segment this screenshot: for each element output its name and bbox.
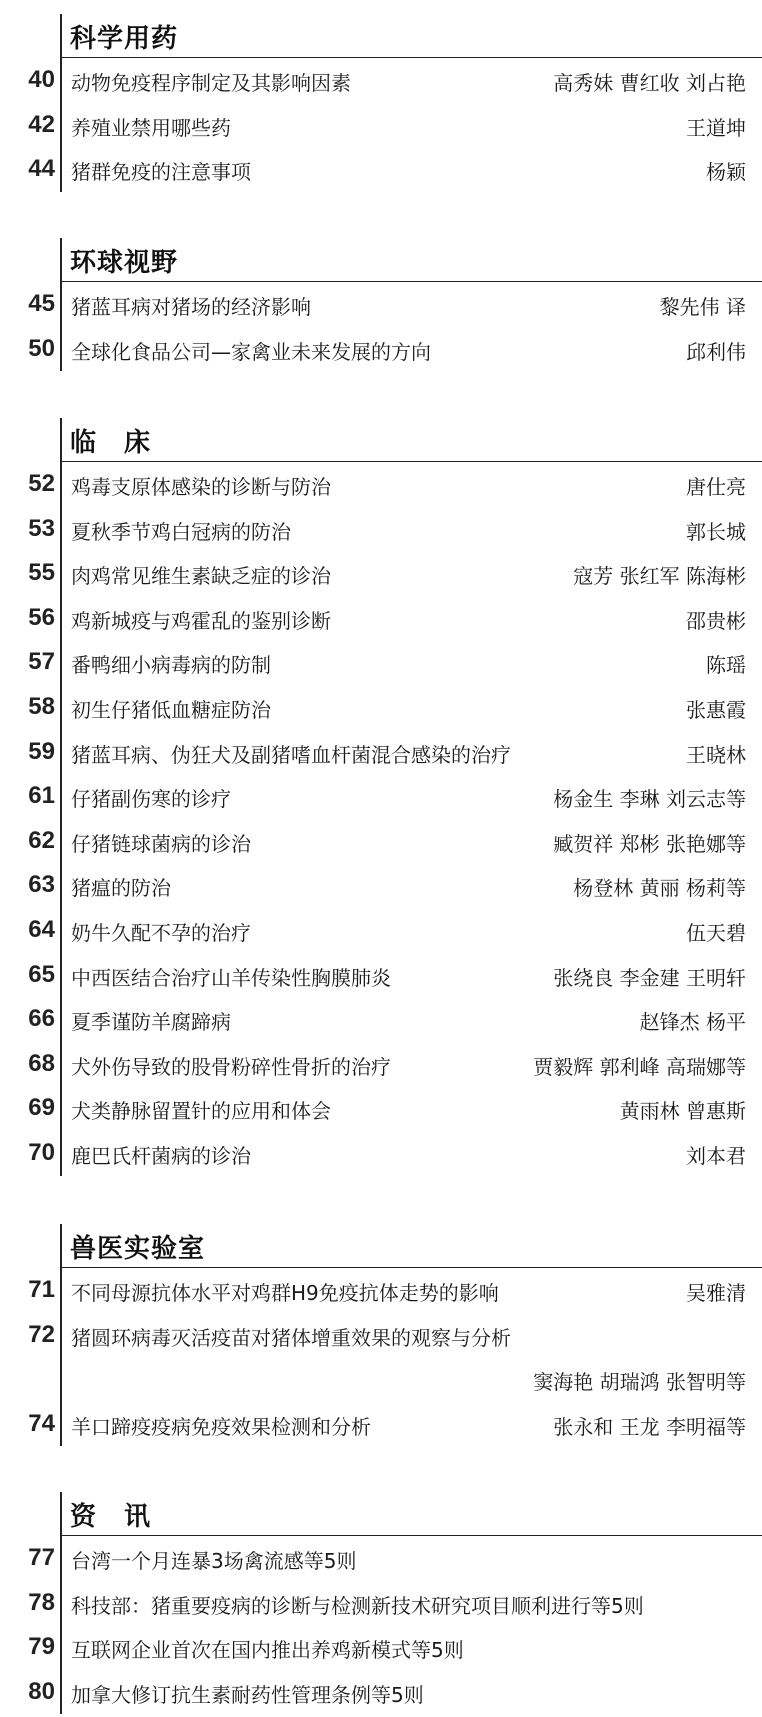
page-number: 68 — [28, 1049, 55, 1077]
entry-divider — [60, 327, 62, 372]
section-kexue-yongyao — [0, 14, 762, 192]
toc-entry[interactable] — [0, 596, 762, 641]
section-header-bar — [60, 238, 62, 282]
article-authors: 杨颖 — [706, 160, 746, 185]
page-number: 45 — [28, 290, 55, 317]
toc-entry[interactable] — [0, 819, 762, 864]
article-title: 养殖业禁用哪些药 — [71, 115, 231, 140]
section-header-bar — [60, 418, 62, 462]
article-title: 夏秋季节鸡白冠病的防治 — [71, 519, 291, 544]
page-number: 59 — [28, 737, 55, 765]
entry-divider — [60, 640, 62, 685]
toc-entry[interactable] — [0, 1402, 762, 1447]
page-number: 53 — [28, 514, 55, 542]
toc-entry[interactable] — [0, 507, 762, 552]
article-title: 猪圆环病毒灭活疫苗对猪体增重效果的观察与分析 — [71, 1325, 511, 1350]
page-number: 55 — [28, 559, 55, 587]
toc-entry[interactable] — [0, 551, 762, 596]
page-number: 70 — [28, 1138, 55, 1166]
entry-divider — [60, 1670, 62, 1715]
article-authors: 唐仕亮 — [686, 475, 746, 499]
toc-entry-continuation[interactable] — [0, 1357, 762, 1402]
article-title: 奶牛久配不孕的治疗 — [71, 920, 251, 945]
section-title: 兽医实验室 — [70, 1234, 206, 1264]
toc-entry[interactable] — [0, 730, 762, 775]
entry-divider — [60, 1086, 62, 1131]
toc-entry[interactable] — [0, 282, 762, 327]
page-number: 61 — [28, 782, 55, 810]
page-number: 62 — [28, 826, 55, 854]
entry-divider — [60, 103, 62, 148]
article-title: 鹿巴氏杆菌病的诊治 — [71, 1143, 251, 1168]
page-number: 71 — [28, 1276, 55, 1303]
entry-divider — [60, 1581, 62, 1626]
toc-entry[interactable] — [0, 685, 762, 730]
article-authors: 吴雅清 — [686, 1281, 746, 1305]
page-number: 44 — [28, 155, 55, 183]
article-title: 动物免疫程序制定及其影响因素 — [71, 71, 351, 95]
toc-entry[interactable] — [0, 462, 762, 507]
entry-divider — [60, 685, 62, 730]
article-title: 肉鸡常见维生素缺乏症的诊治 — [71, 564, 331, 589]
page-number: 65 — [28, 960, 55, 988]
article-authors: 黄雨林 曾惠斯 — [619, 1099, 746, 1124]
article-authors: 贾毅辉 郭利峰 高瑞娜等 — [533, 1054, 746, 1079]
toc-entry[interactable] — [0, 1131, 762, 1176]
article-authors: 窦海艳 胡瑞鸿 张智明等 — [533, 1370, 746, 1395]
article-title: 猪蓝耳病对猪场的经济影响 — [71, 295, 311, 319]
page-number: 52 — [28, 470, 55, 497]
toc-entry[interactable] — [0, 58, 762, 103]
toc-entry[interactable] — [0, 997, 762, 1042]
toc-entry[interactable] — [0, 147, 762, 192]
article-authors: 郭长城 — [686, 519, 746, 544]
entry-divider — [60, 908, 62, 953]
entry-divider — [60, 1536, 62, 1581]
article-title: 仔猪链球菌病的诊治 — [71, 831, 251, 856]
entry-divider — [60, 953, 62, 998]
section-title: 临 床 — [70, 428, 152, 458]
toc-entry[interactable] — [0, 327, 762, 372]
entry-divider — [60, 1042, 62, 1087]
article-title: 台湾一个月连暴3场禽流感等5则 — [71, 1549, 357, 1573]
article-authors: 张绕良 李金建 王明轩 — [553, 965, 746, 990]
page-number: 72 — [28, 1320, 55, 1348]
article-title: 不同母源抗体水平对鸡群H9免疫抗体走势的影响 — [71, 1281, 499, 1305]
page-number: 66 — [28, 1005, 55, 1033]
section-header-bar — [60, 14, 62, 58]
article-authors: 张惠霞 — [686, 697, 746, 722]
article-title: 猪群免疫的注意事项 — [71, 160, 251, 185]
entry-divider — [60, 551, 62, 596]
toc-entry[interactable] — [0, 908, 762, 953]
entry-divider — [60, 997, 62, 1042]
entry-divider — [60, 819, 62, 864]
section-header — [60, 14, 762, 58]
article-authors: 杨金生 李琳 刘云志等 — [553, 787, 746, 812]
entry-divider — [60, 730, 62, 775]
article-authors: 陈瑶 — [706, 653, 746, 678]
page-number: 40 — [28, 66, 55, 93]
entry-divider — [60, 1268, 62, 1313]
article-authors: 高秀妹 曹红收 刘占艳 — [553, 71, 746, 95]
article-authors: 臧贺祥 郑彬 张艳娜等 — [553, 831, 746, 856]
toc-entry[interactable] — [0, 103, 762, 148]
article-title: 犬外伤导致的股骨粉碎性骨折的治疗 — [71, 1054, 391, 1079]
toc-entry[interactable] — [0, 1536, 762, 1581]
section-huanqiu-shiye — [0, 238, 762, 371]
section-zixun — [0, 1492, 762, 1714]
article-title: 中西医结合治疗山羊传染性胸膜肺炎 — [71, 965, 391, 990]
entry-divider — [60, 1131, 62, 1176]
toc-entry[interactable] — [0, 1313, 762, 1358]
article-title: 夏季谨防羊腐蹄病 — [71, 1010, 231, 1035]
entry-divider — [60, 1402, 62, 1447]
toc-entry[interactable] — [0, 1086, 762, 1131]
section-header-bar — [60, 1492, 62, 1536]
article-title: 番鸭细小病毒病的防制 — [71, 653, 271, 678]
toc-entry[interactable] — [0, 1670, 762, 1715]
article-title: 犬类静脉留置针的应用和体会 — [71, 1099, 331, 1124]
toc-entry[interactable] — [0, 953, 762, 998]
section-linchuang — [0, 418, 762, 1176]
article-title: 互联网企业首次在国内推出养鸡新模式等5则 — [71, 1638, 464, 1663]
article-authors: 伍天碧 — [686, 920, 746, 945]
entry-divider — [60, 1625, 62, 1670]
section-header — [60, 1492, 762, 1536]
article-title: 猪瘟的防治 — [71, 876, 171, 901]
entry-divider — [60, 863, 62, 908]
article-title: 科技部：猪重要疫病的诊断与检测新技术研究项目顺利进行等5则 — [71, 1593, 644, 1618]
article-authors: 张永和 王龙 李明福等 — [553, 1414, 746, 1439]
article-title: 加拿大修订抗生素耐药性管理条例等5则 — [71, 1682, 424, 1707]
article-authors: 王道坤 — [686, 115, 746, 140]
toc-entry[interactable] — [0, 640, 762, 685]
toc-entry[interactable] — [0, 774, 762, 819]
article-title: 全球化食品公司—家禽业未来发展的方向 — [71, 339, 431, 364]
entry-divider — [60, 774, 62, 819]
section-header-bar — [60, 1224, 62, 1268]
article-title: 羊口蹄疫疫病免疫效果检测和分析 — [71, 1414, 371, 1439]
entry-divider — [60, 507, 62, 552]
page-number: 79 — [28, 1633, 55, 1661]
entry-divider — [60, 1357, 62, 1402]
entry-divider — [60, 147, 62, 192]
toc-entry[interactable] — [0, 1625, 762, 1670]
toc-entry[interactable] — [0, 1581, 762, 1626]
entry-divider — [60, 282, 62, 327]
article-title: 鸡新城疫与鸡霍乱的鉴别诊断 — [71, 608, 331, 633]
section-header — [60, 238, 762, 282]
page-number: 74 — [28, 1409, 55, 1437]
page-number: 63 — [28, 871, 55, 899]
article-authors: 邵贵彬 — [686, 608, 746, 633]
entry-divider — [60, 596, 62, 641]
section-shouyi-shiyanshi — [0, 1224, 762, 1446]
page-number: 69 — [28, 1094, 55, 1122]
page-number: 50 — [28, 334, 55, 362]
article-title: 猪蓝耳病、伪狂犬及副猪嗜血杆菌混合感染的治疗 — [71, 742, 511, 767]
article-authors: 寇芳 张红军 陈海彬 — [573, 564, 746, 589]
entry-divider — [60, 462, 62, 507]
article-authors: 刘本君 — [686, 1143, 746, 1168]
article-authors: 赵锋杰 杨平 — [639, 1010, 746, 1035]
section-title: 资 讯 — [70, 1502, 152, 1532]
page-number: 80 — [28, 1677, 55, 1705]
entry-divider — [60, 1313, 62, 1358]
page-number: 58 — [28, 692, 55, 720]
article-title: 仔猪副伤寒的诊疗 — [71, 787, 231, 812]
page-number: 64 — [28, 915, 55, 943]
article-authors: 王晓林 — [686, 742, 746, 767]
article-title: 鸡毒支原体感染的诊断与防治 — [71, 475, 331, 499]
page-number: 57 — [28, 648, 55, 676]
section-title: 环球视野 — [70, 248, 179, 278]
section-header — [60, 1224, 762, 1268]
toc-entry[interactable] — [0, 863, 762, 908]
page-number: 42 — [28, 110, 55, 138]
section-header — [60, 418, 762, 462]
section-title: 科学用药 — [70, 24, 179, 54]
page-number: 77 — [28, 1544, 55, 1571]
toc-entry[interactable] — [0, 1042, 762, 1087]
article-authors: 邱利伟 — [686, 339, 746, 364]
article-title: 初生仔猪低血糖症防治 — [71, 697, 271, 722]
article-authors: 杨登林 黄丽 杨莉等 — [573, 876, 746, 901]
toc-entry[interactable] — [0, 1268, 762, 1313]
page-number: 78 — [28, 1588, 55, 1616]
article-authors: 黎先伟 译 — [659, 295, 746, 319]
page-number: 56 — [28, 603, 55, 631]
entry-divider — [60, 58, 62, 103]
